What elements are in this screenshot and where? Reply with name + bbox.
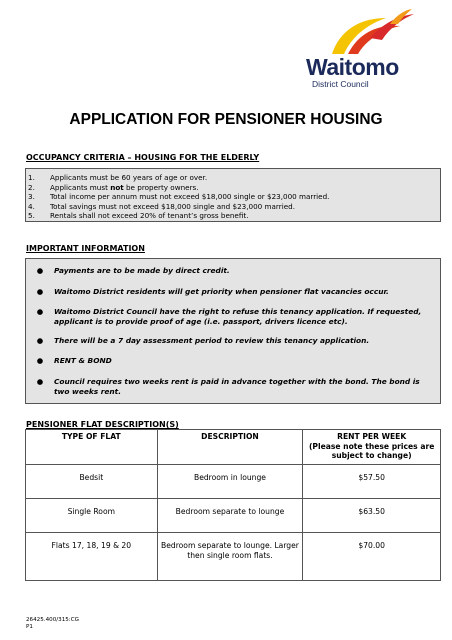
col-rent-header: RENT PER WEEK (Please note these prices are subject to change): [303, 430, 441, 465]
important-info-box: [25, 258, 441, 404]
criteria-item: 2. Applicants must not be property owners.: [28, 182, 199, 192]
col-description-header: DESCRIPTION: [157, 430, 303, 465]
flat-table: [25, 429, 441, 581]
criteria-item: 4. Total savings must not exceed $18,000 single and $23,000 married.: [28, 201, 295, 211]
criteria-item: 1. Applicants must be 60 years of age or over.: [28, 173, 208, 182]
info-bullet: ● Waitomo District residents will get priority when pensioner flat vacancies occur.: [26, 287, 440, 297]
occupancy-criteria-box: [25, 168, 441, 222]
council-logo: [300, 8, 420, 90]
table-row: Bedsit Bedroom in lounge $57.50: [26, 464, 441, 498]
footer: [26, 617, 79, 631]
col-type-header: TYPE OF FLAT: [26, 430, 158, 465]
criteria-item: 3. Total income per annum must not exceed $18,000 single or $23,000 married.: [28, 192, 330, 202]
table-header-row: [26, 430, 441, 465]
info-bullet: ● Payments are to be made by direct credit.: [26, 266, 440, 276]
info-bullet: ● RENT & BOND: [26, 356, 440, 366]
page-title: APPLICATION FOR PENSIONER HOUSING: [69, 111, 383, 128]
important-heading: IMPORTANT INFORMATION: [26, 244, 145, 253]
info-bullet: ● There will be a 7 day assessment period to review this tenancy application.: [26, 336, 440, 346]
criteria-item: 5. Rentals shall not exceed 20% of tenant’s gross benefit.: [28, 211, 249, 221]
occupancy-heading: OCCUPANCY CRITERIA – HOUSING FOR THE ELDERLY: [26, 153, 260, 162]
document-reference: 26425.400/315:CG: [26, 617, 79, 623]
bullet-icon: ●: [36, 356, 44, 365]
page-number: P1: [26, 624, 33, 630]
flame-icon: [300, 8, 420, 58]
logo-subtitle: District Council: [312, 79, 369, 89]
bullet-icon: ●: [36, 377, 44, 386]
info-bullet: ● Waitomo District Council have the right to refuse this tenancy application. If requested, applicant is to provide proof of age (i.e. passport, drivers licence etc).: [26, 307, 440, 326]
bullet-icon: ●: [36, 287, 44, 296]
flats-heading: PENSIONER FLAT DESCRIPTION(S): [26, 420, 179, 429]
bullet-icon: ●: [36, 336, 44, 345]
table-row: Single Room Bedroom separate to lounge $63.50: [26, 498, 441, 532]
table-row: Flats 17, 18, 19 & 20 Bedroom separate to lounge. Larger then single room flats. $70.00: [26, 532, 441, 580]
bullet-icon: ●: [36, 266, 44, 275]
logo-wordmark: Waitomo: [306, 54, 399, 80]
bullet-icon: ●: [36, 307, 44, 316]
info-bullet: ● Council requires two weeks rent is paid in advance together with the bond. The bond is two weeks rent.: [26, 377, 440, 396]
